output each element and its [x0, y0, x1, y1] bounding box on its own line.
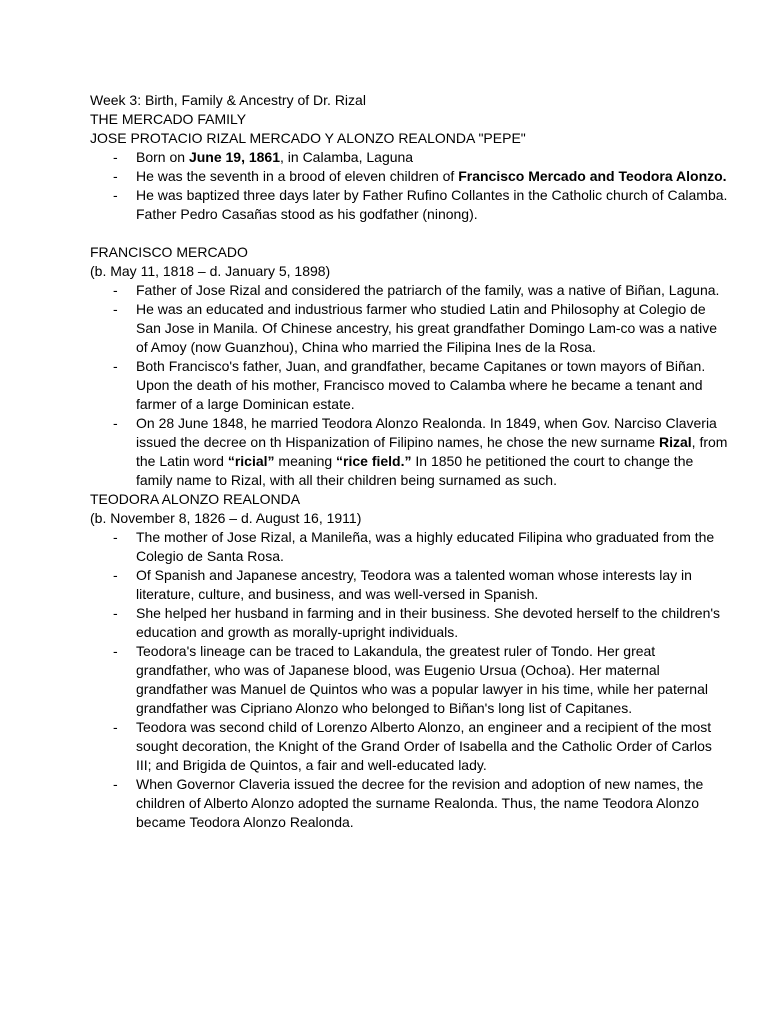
- bullet-dash: -: [113, 149, 118, 165]
- bullet-item: [90, 357, 728, 414]
- bullet-dash: -: [113, 776, 118, 792]
- section-teodora: [90, 490, 728, 832]
- bullet-dash: -: [113, 643, 118, 659]
- bullet-item: [90, 300, 728, 357]
- bullet-item: [90, 718, 728, 775]
- section-francisco: [90, 243, 728, 490]
- text-run: meaning: [274, 453, 337, 469]
- bullet-dash: -: [113, 168, 118, 184]
- bold-text: “ricial”: [227, 453, 275, 469]
- bullet-dash: -: [113, 719, 118, 735]
- francisco-list: [90, 281, 728, 490]
- family-heading: THE MERCADO FAMILY: [90, 111, 247, 127]
- text-run: He was baptized three days later by Father Rufino Collantes in the Catholic church of Calamba. Father Pedro Casañas stood as his godfather (ninong).: [136, 187, 728, 222]
- teodora-dates: (b. November 8, 1826 – d. August 16, 1911): [90, 510, 362, 526]
- jose-list: [90, 148, 728, 224]
- teodora-heading: TEODORA ALONZO REALONDA: [90, 491, 301, 507]
- francisco-dates: (b. May 11, 1818 – d. January 5, 1898): [90, 263, 331, 279]
- bullet-item: [90, 186, 728, 224]
- bullet-item: [90, 281, 728, 300]
- bullet-dash: -: [113, 567, 118, 583]
- bullet-dash: -: [113, 187, 118, 203]
- francisco-heading: FRANCISCO MERCADO: [90, 244, 248, 260]
- text-run: Teodora was second child of Lorenzo Alberto Alonzo, an engineer and a recipient of the most sought decoration, the Knight of the Grand Order of Isabella and the Catholic Order of Carlos III; and Brigida de Quintos, a fair and well-educated lady.: [136, 719, 712, 773]
- text-run: Teodora's lineage can be traced to Lakandula, the greatest ruler of Tondo. Her great grandfather, who was of Japanese blood, was Eugenio Ursua (Ochoa). Her maternal grandfather was Manuel de Quintos who was a popular lawyer in his time, while her paternal grandfather was Cipriano Alonzo who belonged to Biñan's long list of Capitanes.: [136, 643, 708, 716]
- bullet-item: [90, 148, 728, 167]
- bullet-item: [90, 775, 728, 832]
- bold-text: “rice field.”: [336, 453, 412, 469]
- text-run: The mother of Jose Rizal, a Manileña, was a highly educated Filipina who graduated from the Colegio de Santa Rosa.: [136, 529, 715, 564]
- teodora-list: [90, 528, 728, 832]
- text-run: , in Calamba, Laguna: [280, 149, 414, 165]
- spacer: [90, 224, 728, 243]
- bullet-item: [90, 566, 728, 604]
- bullet-item: [90, 604, 728, 642]
- text-run: Born on: [136, 149, 189, 165]
- text-run: , from the Latin word: [136, 434, 728, 469]
- text-run: Father of Jose Rizal and considered the patriarch of the family, was a native of Biñan, Laguna.: [136, 282, 720, 298]
- bullet-dash: -: [113, 301, 118, 317]
- bold-text: Francisco Mercado and Teodora Alonzo.: [458, 168, 727, 184]
- text-run: In 1850 he petitioned the court to change the family name to Rizal, with all their children being surnamed as such.: [136, 453, 694, 488]
- section-jose: [90, 129, 728, 224]
- jose-heading: JOSE PROTACIO RIZAL MERCADO Y ALONZO REALONDA "PEPE": [90, 130, 526, 146]
- bullet-item: [90, 528, 728, 566]
- bullet-item: [90, 642, 728, 718]
- bold-text: June 19, 1861: [188, 149, 280, 165]
- bullet-dash: -: [113, 282, 118, 298]
- document-title: Week 3: Birth, Family & Ancestry of Dr. Rizal: [90, 92, 366, 108]
- text-run: He was the seventh in a brood of eleven children of: [136, 168, 459, 184]
- bullet-dash: -: [113, 605, 118, 621]
- text-run: Of Spanish and Japanese ancestry, Teodora was a talented woman whose interests lay in literature, culture, and business, and was well-versed in Spanish.: [136, 567, 692, 602]
- bold-text: Rizal: [658, 434, 692, 450]
- text-run: On 28 June 1848, he married Teodora Alonzo Realonda. In 1849, when Gov. Narciso Claveria issued the decree on th Hispanization of Filipino names, he chose the new surname: [136, 415, 717, 450]
- bullet-dash: -: [113, 415, 118, 431]
- text-run: He was an educated and industrious farmer who studied Latin and Philosophy at Colegio de San Jose in Manila. Of Chinese ancestry, his great grandfather Domingo Lam-co was a native of Amoy (now Guanzhou), China who married the Filipina Ines de la Rosa.: [136, 301, 718, 355]
- bullet-dash: -: [113, 358, 118, 374]
- bullet-item: [90, 414, 728, 490]
- bullet-dash: -: [113, 529, 118, 545]
- bullet-item: [90, 167, 728, 186]
- text-run: She helped her husband in farming and in their business. She devoted herself to the children's education and growth as morally-upright individuals.: [136, 605, 721, 640]
- text-run: Both Francisco's father, Juan, and grandfather, became Capitanes or town mayors of Biñan. Upon the death of his mother, Francisco moved to Calamba where he became a tenant and farmer of a large Dominican estate.: [136, 358, 706, 412]
- text-run: When Governor Claveria issued the decree for the revision and adoption of new names, the children of Alberto Alonzo adopted the surname Realonda. Thus, the name Teodora Alonzo became Teodora Alonzo Realonda.: [136, 776, 704, 830]
